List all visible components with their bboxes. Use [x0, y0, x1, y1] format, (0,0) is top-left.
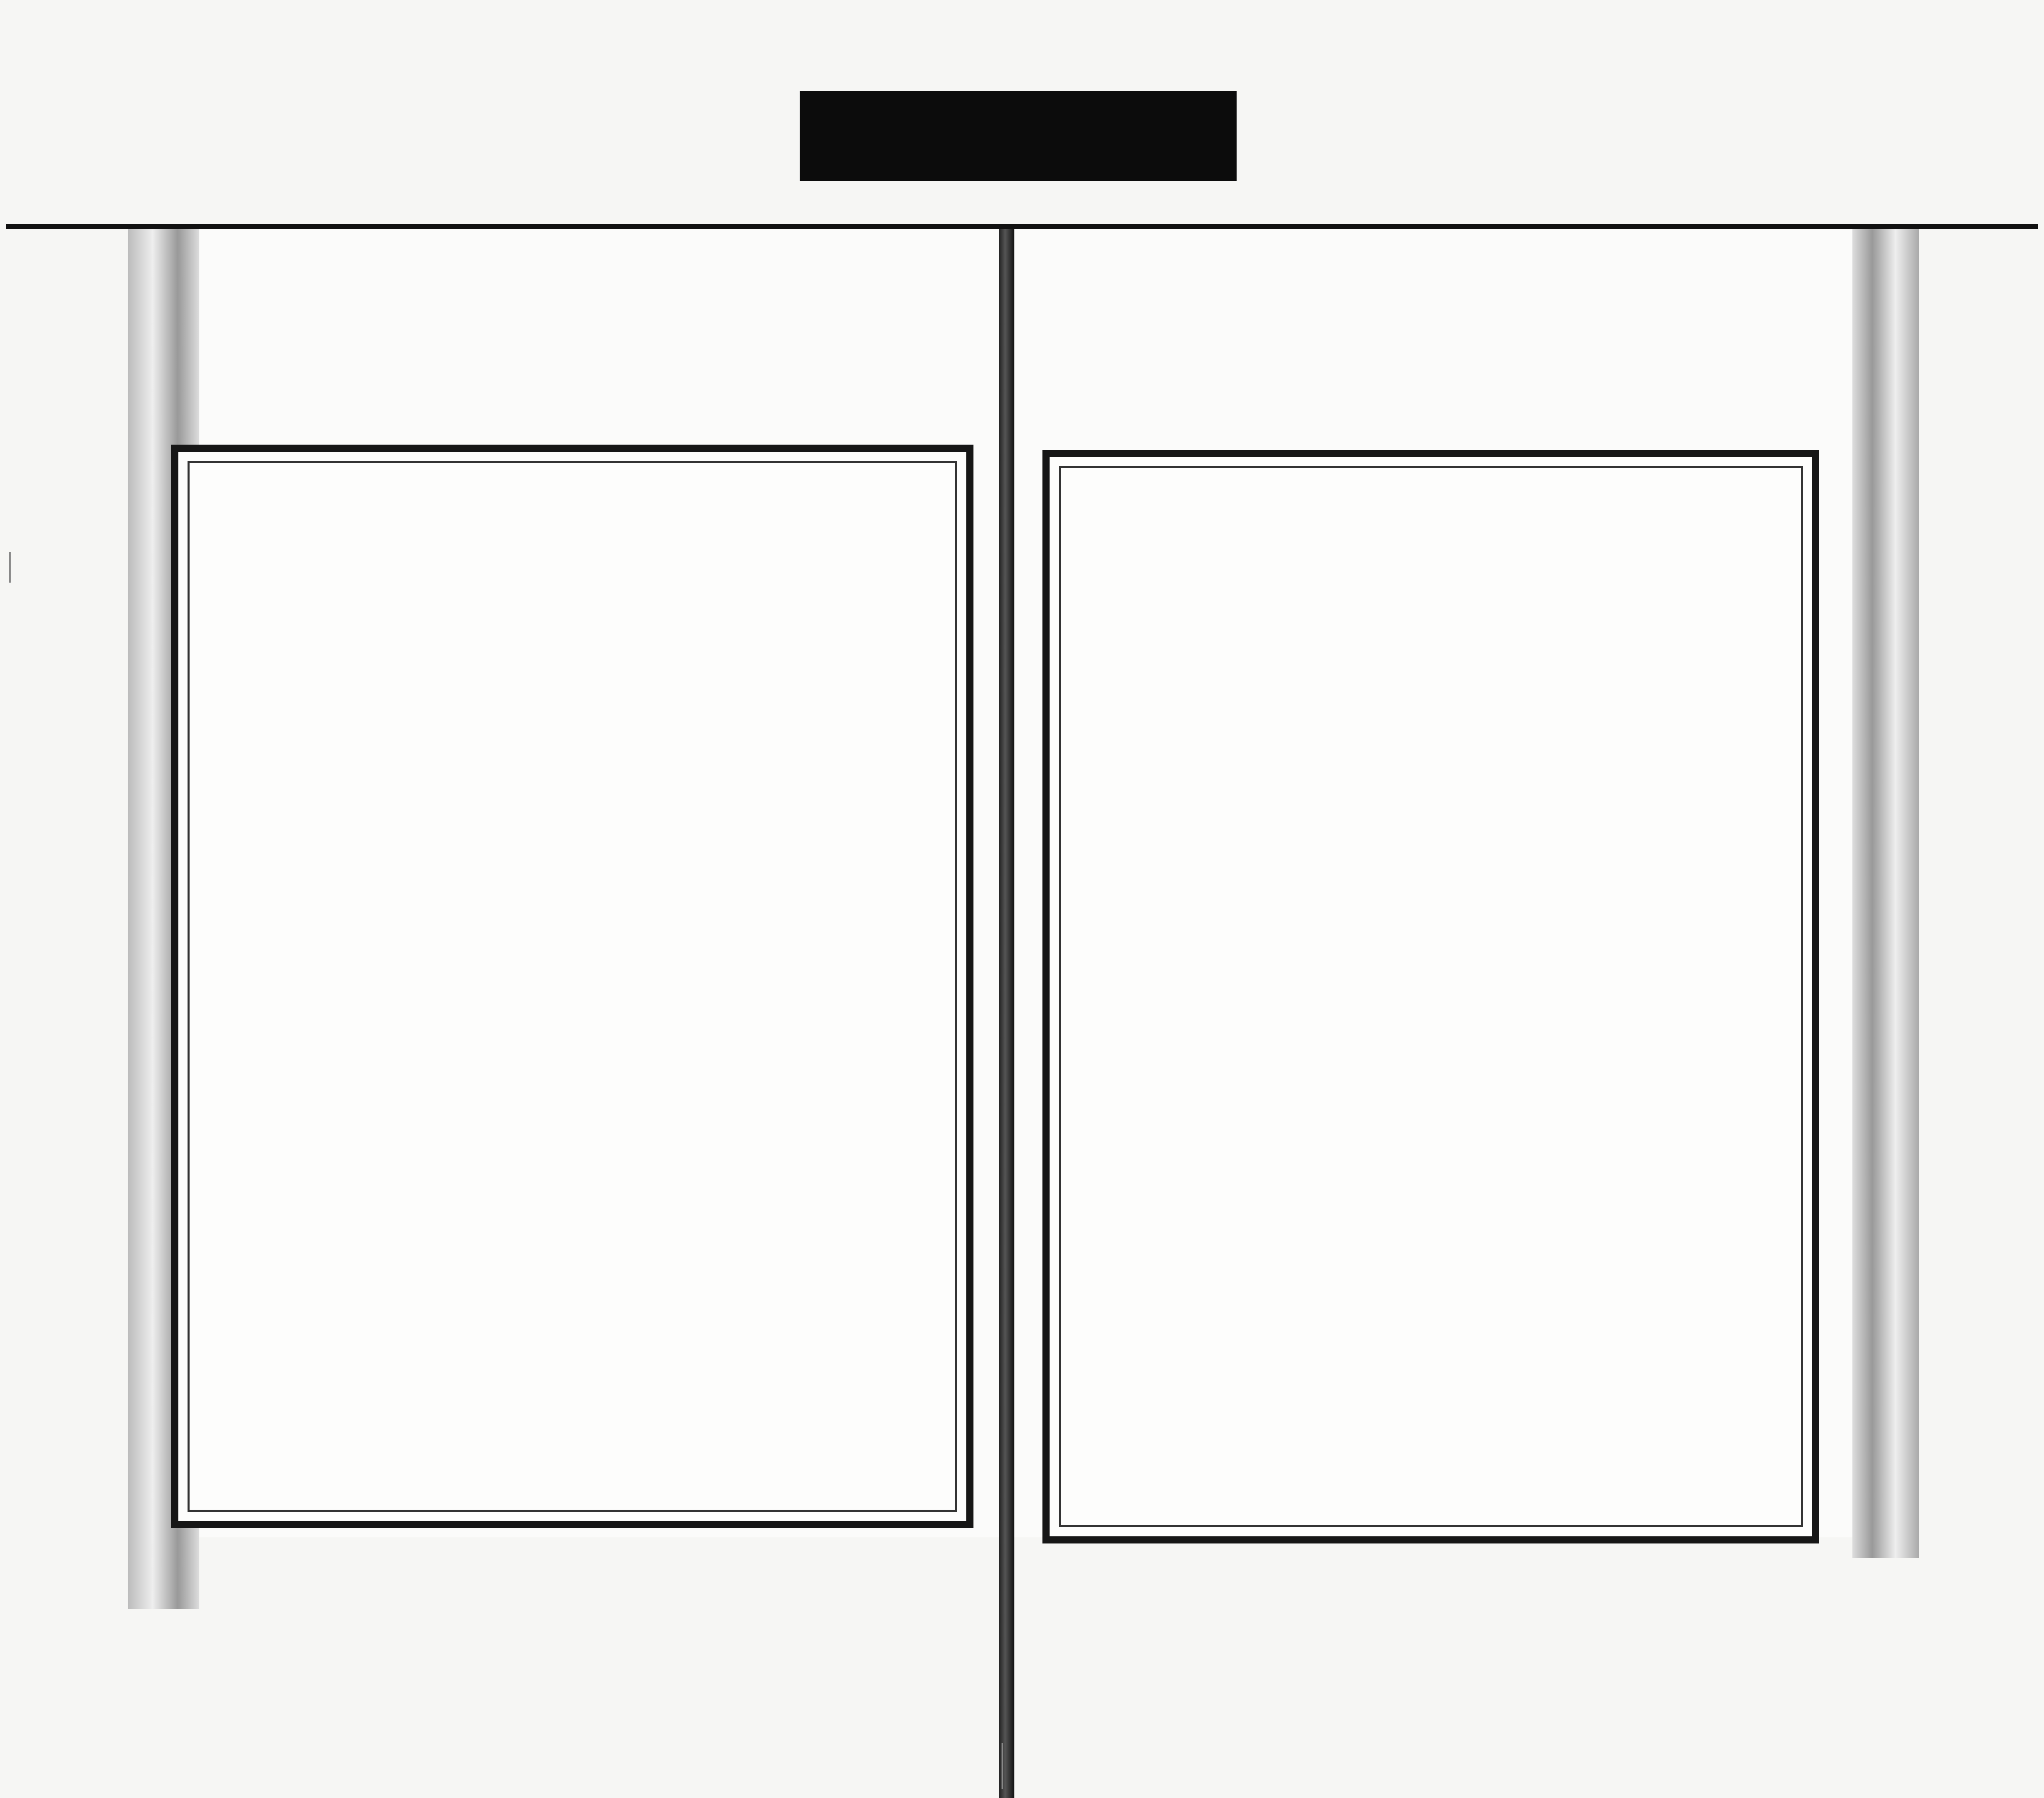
frame-number-label — [800, 91, 1237, 181]
book-spine — [999, 229, 1014, 1798]
film-top-line — [6, 224, 2038, 229]
scan-scratch-left — [9, 552, 11, 583]
right-panel-text — [1063, 486, 1788, 1513]
left-panel-text — [220, 483, 925, 1505]
right-page-edge — [1852, 229, 1919, 1558]
scan-scratch-mid — [1002, 1743, 1003, 1789]
